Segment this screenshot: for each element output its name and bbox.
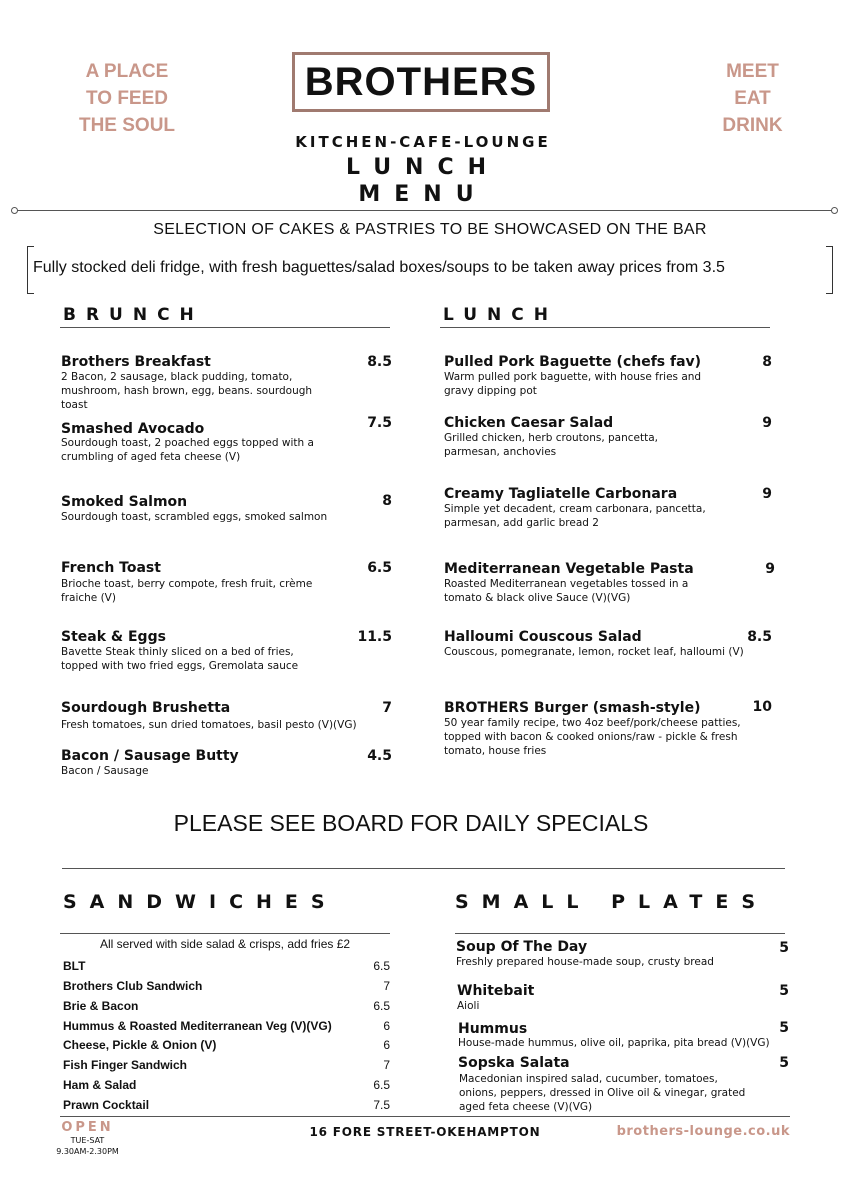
item-price: 9 xyxy=(765,561,775,577)
desc-line: House-made hummus, olive oil, paprika, pita bread (V)(VG) xyxy=(458,1037,770,1049)
open-days: TUE-SAT xyxy=(70,1136,105,1145)
desc-line: tomato, house fries xyxy=(444,745,547,757)
item-price: 7 xyxy=(383,979,390,993)
divider-dot-right xyxy=(831,207,838,214)
brand-logo xyxy=(292,52,550,112)
desc-line: Bavette Steak thinly sliced on a bed of fries, xyxy=(61,646,294,658)
open-hours: 9.30AM-2.30PM xyxy=(56,1147,119,1156)
desc-line: parmesan, anchovies xyxy=(444,446,557,458)
item-price: 6.5 xyxy=(373,999,390,1013)
tagline-right-line: MEET xyxy=(726,61,779,82)
footer-divider xyxy=(60,1116,790,1117)
item-price: 5 xyxy=(779,1055,789,1071)
item-name: Whitebait xyxy=(457,983,535,999)
deli-notice: Fully stocked deli fridge, with fresh baguettes/salad boxes/soups to be taken away prices from 3.5 xyxy=(33,259,725,276)
item-name: Sopska Salata xyxy=(458,1055,570,1071)
item-name: Hummus & Roasted Mediterranean Veg (V)(VG) xyxy=(63,1019,332,1033)
small-plates-heading: SMALL PLATES xyxy=(455,891,769,913)
header-divider xyxy=(14,210,836,211)
desc-line: Macedonian inspired salad, cucumber, tomatoes, xyxy=(459,1073,718,1085)
open-label: OPEN xyxy=(61,1120,114,1135)
sandwiches-underline xyxy=(60,933,390,934)
desc-line: Aioli xyxy=(457,1000,480,1012)
cakes-notice: SELECTION OF CAKES & PASTRIES TO BE SHOWCASED ON THE BAR xyxy=(153,221,707,238)
subtitle: KITCHEN-CAFE-LOUNGE xyxy=(295,133,551,151)
item-name: Brothers Breakfast xyxy=(61,354,211,370)
tagline-left-line: THE SOUL xyxy=(78,115,176,136)
item-description xyxy=(458,1036,770,1050)
item-description xyxy=(456,955,714,969)
desc-line: parmesan, add garlic bread 2 xyxy=(444,517,599,529)
item-price: 6.5 xyxy=(367,560,392,576)
desc-line: topped with bacon & cooked onions/raw - pickle & fresh xyxy=(444,731,738,743)
item-description xyxy=(61,718,357,732)
item-price: 6.5 xyxy=(373,959,390,973)
item-price: 10 xyxy=(752,699,772,715)
desc-line: tomato & black olive Sauce (V)(VG) xyxy=(444,592,631,604)
desc-line: aged feta cheese (V)(VG) xyxy=(459,1101,593,1113)
item-price: 8.5 xyxy=(747,629,772,645)
item-name: Halloumi Couscous Salad xyxy=(444,629,642,645)
specials-banner: PLEASE SEE BOARD FOR DAILY SPECIALS xyxy=(173,810,649,836)
item-name: Fish Finger Sandwich xyxy=(63,1058,188,1072)
lunch-heading: LUNCH xyxy=(443,305,558,325)
item-name: Mediterranean Vegetable Pasta xyxy=(444,561,694,577)
item-price: 4.5 xyxy=(367,748,392,764)
desc-line: Freshly prepared house-made soup, crusty bread xyxy=(456,956,714,968)
item-description xyxy=(61,370,312,412)
desc-line: 50 year family recipe, two 4oz beef/pork/cheese patties, xyxy=(444,717,741,729)
item-name: Ham & Salad xyxy=(63,1078,137,1092)
item-name: Hummus xyxy=(458,1021,528,1037)
item-description xyxy=(444,502,706,530)
item-description xyxy=(459,1072,745,1114)
address: 16 FORE STREET-OKEHAMPTON xyxy=(309,1125,541,1139)
website-link[interactable]: brothers-lounge.co.uk xyxy=(616,1124,790,1139)
desc-line: 2 Bacon, 2 sausage, black pudding, tomato, xyxy=(61,371,293,383)
desc-line: toast xyxy=(61,399,88,411)
small-plates-underline xyxy=(455,933,785,934)
item-price: 6 xyxy=(383,1019,390,1033)
desc-line: Couscous, pomegranate, lemon, rocket leaf, halloumi (V) xyxy=(444,646,744,658)
item-name: Soup Of The Day xyxy=(456,939,588,955)
desc-line: fraiche (V) xyxy=(61,592,116,604)
item-price: 5 xyxy=(779,940,789,956)
desc-line: Grilled chicken, herb croutons, pancetta, xyxy=(444,432,658,444)
item-price: 5 xyxy=(779,1020,789,1036)
tagline-left-line: A PLACE xyxy=(85,61,169,82)
desc-line: mushroom, hash brown, egg, beans. sourdough xyxy=(61,385,313,397)
desc-line: crumbling of aged feta cheese (V) xyxy=(61,451,241,463)
desc-line: Sourdough toast, scrambled eggs, smoked salmon xyxy=(61,511,328,523)
item-price: 5 xyxy=(779,983,789,999)
item-name: Chicken Caesar Salad xyxy=(444,415,614,431)
tagline-right xyxy=(700,58,805,139)
item-name: Brothers Club Sandwich xyxy=(63,979,203,993)
item-price: 9 xyxy=(762,415,772,431)
desc-line: gravy dipping pot xyxy=(444,385,537,397)
item-description xyxy=(61,436,314,464)
item-price: 6.5 xyxy=(373,1078,390,1092)
page-title-line1: LUNCH xyxy=(345,155,501,180)
item-name: Sourdough Brushetta xyxy=(61,700,231,716)
item-name: Smashed Avocado xyxy=(61,421,205,437)
item-description xyxy=(61,764,149,778)
desc-line: topped with two fried eggs, Gremolata sauce xyxy=(61,660,299,672)
item-name: Bacon / Sausage Butty xyxy=(61,748,239,764)
item-price: 11.5 xyxy=(357,629,392,645)
desc-line: onions, peppers, dressed in Olive oil & vinegar, grated xyxy=(459,1087,746,1099)
brunch-underline xyxy=(60,327,390,328)
sandwiches-note: All served with side salad & crisps, add fries £2 xyxy=(99,937,351,951)
item-description xyxy=(457,999,479,1013)
item-name: Smoked Salmon xyxy=(61,494,188,510)
item-name: French Toast xyxy=(61,560,161,576)
item-name: Pulled Pork Baguette (chefs fav) xyxy=(444,354,702,370)
desc-line: Simple yet decadent, cream carbonara, pancetta, xyxy=(444,503,706,515)
item-price: 8 xyxy=(382,493,392,509)
item-description xyxy=(444,716,741,758)
lunch-underline xyxy=(440,327,770,328)
item-price: 7 xyxy=(382,700,392,716)
item-description xyxy=(444,431,658,459)
specials-divider xyxy=(62,868,785,869)
item-description xyxy=(61,510,327,524)
desc-line: Roasted Mediterranean vegetables tossed in a xyxy=(444,578,689,590)
item-name: Steak & Eggs xyxy=(61,629,166,645)
item-description xyxy=(444,370,701,398)
item-price: 7.5 xyxy=(373,1098,390,1112)
item-name: BLT xyxy=(63,959,86,973)
item-name: BROTHERS Burger (smash-style) xyxy=(444,700,701,716)
desc-line: Warm pulled pork baguette, with house fries and xyxy=(444,371,702,383)
item-price: 8.5 xyxy=(367,354,392,370)
brand-logo-text: BROTHERS xyxy=(304,59,538,104)
tagline-right-line: DRINK xyxy=(722,115,783,136)
item-name: Brie & Bacon xyxy=(63,999,139,1013)
sandwiches-heading: SANDWICHES xyxy=(63,891,338,913)
item-description xyxy=(444,577,688,605)
desc-line: Brioche toast, berry compote, fresh fruit, crème xyxy=(61,578,313,590)
item-price: 7 xyxy=(383,1058,390,1072)
item-name: Creamy Tagliatelle Carbonara xyxy=(444,486,678,502)
item-price: 9 xyxy=(762,486,772,502)
tagline-left xyxy=(62,58,192,139)
desc-line: Sourdough toast, 2 poached eggs topped with a xyxy=(61,437,314,449)
divider-dot-left xyxy=(11,207,18,214)
item-description xyxy=(61,645,298,673)
item-description xyxy=(444,645,744,659)
desc-line: Bacon / Sausage xyxy=(61,765,149,777)
tagline-right-line: EAT xyxy=(734,88,771,109)
item-price: 7.5 xyxy=(367,415,392,431)
page-title-line2: MENU xyxy=(358,182,488,207)
desc-line: Fresh tomatoes, sun dried tomatoes, basil pesto (V)(VG) xyxy=(61,719,357,731)
item-name: Cheese, Pickle & Onion (V) xyxy=(63,1038,217,1052)
item-price: 8 xyxy=(762,354,772,370)
item-description xyxy=(61,577,312,605)
brunch-heading: BRUNCH xyxy=(63,305,204,325)
item-price: 6 xyxy=(383,1038,390,1052)
tagline-left-line: TO FEED xyxy=(86,88,168,109)
item-name: Prawn Cocktail xyxy=(63,1098,150,1112)
